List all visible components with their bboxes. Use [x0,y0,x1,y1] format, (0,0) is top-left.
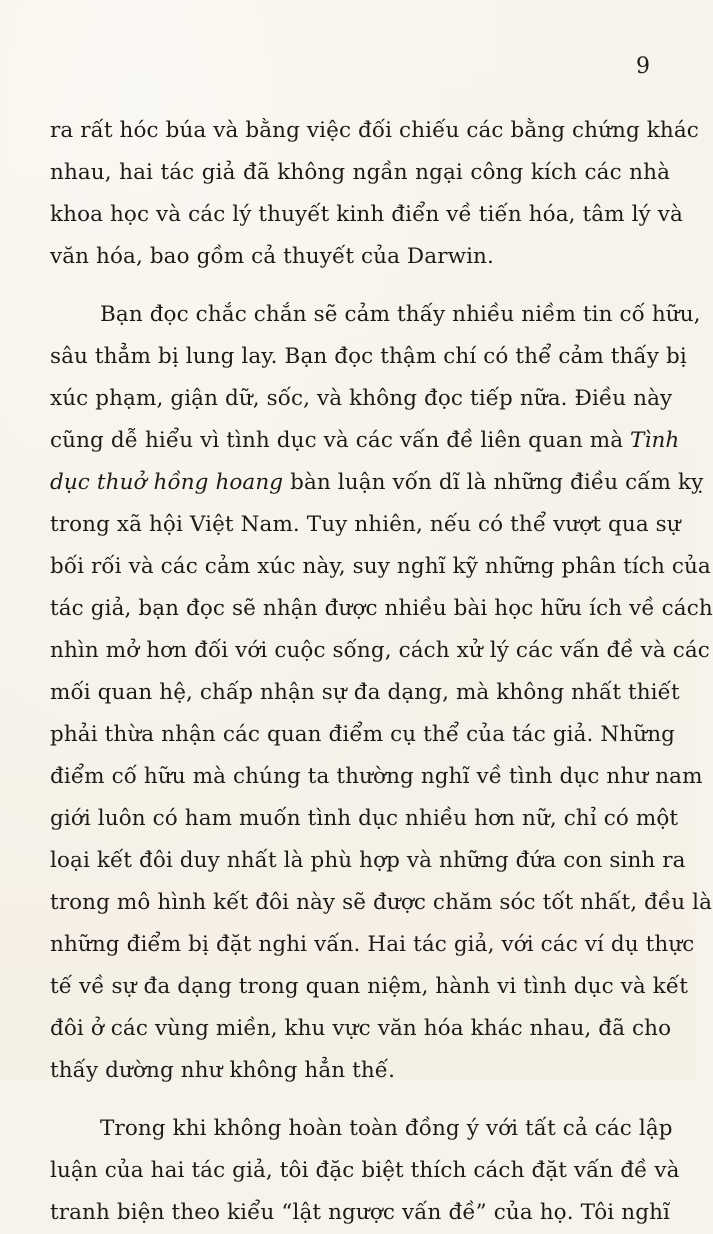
paragraph-line: mối quan hệ, chấp nhận sự đa dạng, mà không nhất thiết [50,680,680,705]
paragraph-line: đôi ở các vùng miền, khu vực văn hóa khác nhau, đã cho [50,1016,672,1041]
paragraph-gap [50,1092,670,1108]
paragraph-line: nhìn mở hơn đối với cuộc sống, cách xử lý các vấn đề và các [50,638,710,663]
paragraph-line: những điểm bị đặt nghi vấn. Hai tác giả, với các ví dụ thực [50,932,695,957]
paragraph-line: bối rối và các cảm xúc này, suy nghĩ kỹ những phân tích của [50,554,711,579]
paragraph-line: khoa học và các lý thuyết kinh điển về tiến hóa, tâm lý và [50,202,683,227]
paragraph-line: ra rất hóc búa và bằng việc đối chiếu các bằng chứng khác [50,118,699,143]
paragraph-line: thấy dường như không hẳn thế. [50,1058,396,1083]
paragraph-line-with-italic [50,462,704,504]
paragraph-1 [50,110,699,278]
paragraph-line: văn hóa, bao gồm cả thuyết của Darwin. [50,244,494,269]
paragraph-line: tác giả, bạn đọc sẽ nhận được nhiều bài học hữu ích về cách [50,596,713,621]
paragraph-line: tranh biện theo kiểu “lật ngược vấn đề” của họ. Tôi nghĩ [50,1200,670,1225]
paragraph-3 [50,1108,680,1234]
paragraph-line: Trong khi không hoàn toàn đồng ý với tất cả các lập [100,1116,673,1141]
book-title-italic-part-1: Tình [630,428,680,453]
line-text: cũng dễ hiểu vì tình dục và các vấn đề liên quan mà [50,428,624,453]
book-title-italic-part-2: dục thuở hồng hoang [50,470,284,495]
paragraph-gap [50,278,670,294]
paragraph-line: Bạn đọc chắc chắn sẽ cảm thấy nhiều niềm tin cố hữu, [100,302,701,327]
paragraph-line: giới luôn có ham muốn tình dục nhiều hơn nữ, chỉ có một [50,806,679,831]
paragraph-2 [50,294,713,1092]
page-number: 9 [636,54,650,79]
paragraph-line: điểm cố hữu mà chúng ta thường nghĩ về tình dục như nam [50,764,703,789]
paragraph-line: nhau, hai tác giả đã không ngần ngại công kích các nhà [50,160,670,185]
paragraph-line: tế về sự đa dạng trong quan niệm, hành vi tình dục và kết [50,974,688,999]
paragraph-line: phải thừa nhận các quan điểm cụ thể của tác giả. Những [50,722,676,747]
paragraph-line: sâu thẳm bị lung lay. Bạn đọc thậm chí có thể cảm thấy bị [50,344,687,369]
paragraph-line: luận của hai tác giả, tôi đặc biệt thích cách đặt vấn đề và [50,1158,680,1183]
paragraph-line: trong mô hình kết đôi này sẽ được chăm sóc tốt nhất, đều là [50,890,713,915]
paragraph-line: xúc phạm, giận dữ, sốc, và không đọc tiếp nữa. Điều này [50,386,673,411]
line-text: bàn luận vốn dĩ là những điều cấm kỵ [290,470,704,495]
paragraph-line-with-italic [50,420,680,462]
paragraph-line: loại kết đôi duy nhất là phù hợp và những đứa con sinh ra [50,848,686,873]
paragraph-line: trong xã hội Việt Nam. Tuy nhiên, nếu có thể vượt qua sự [50,512,681,537]
body-text [50,110,713,1234]
